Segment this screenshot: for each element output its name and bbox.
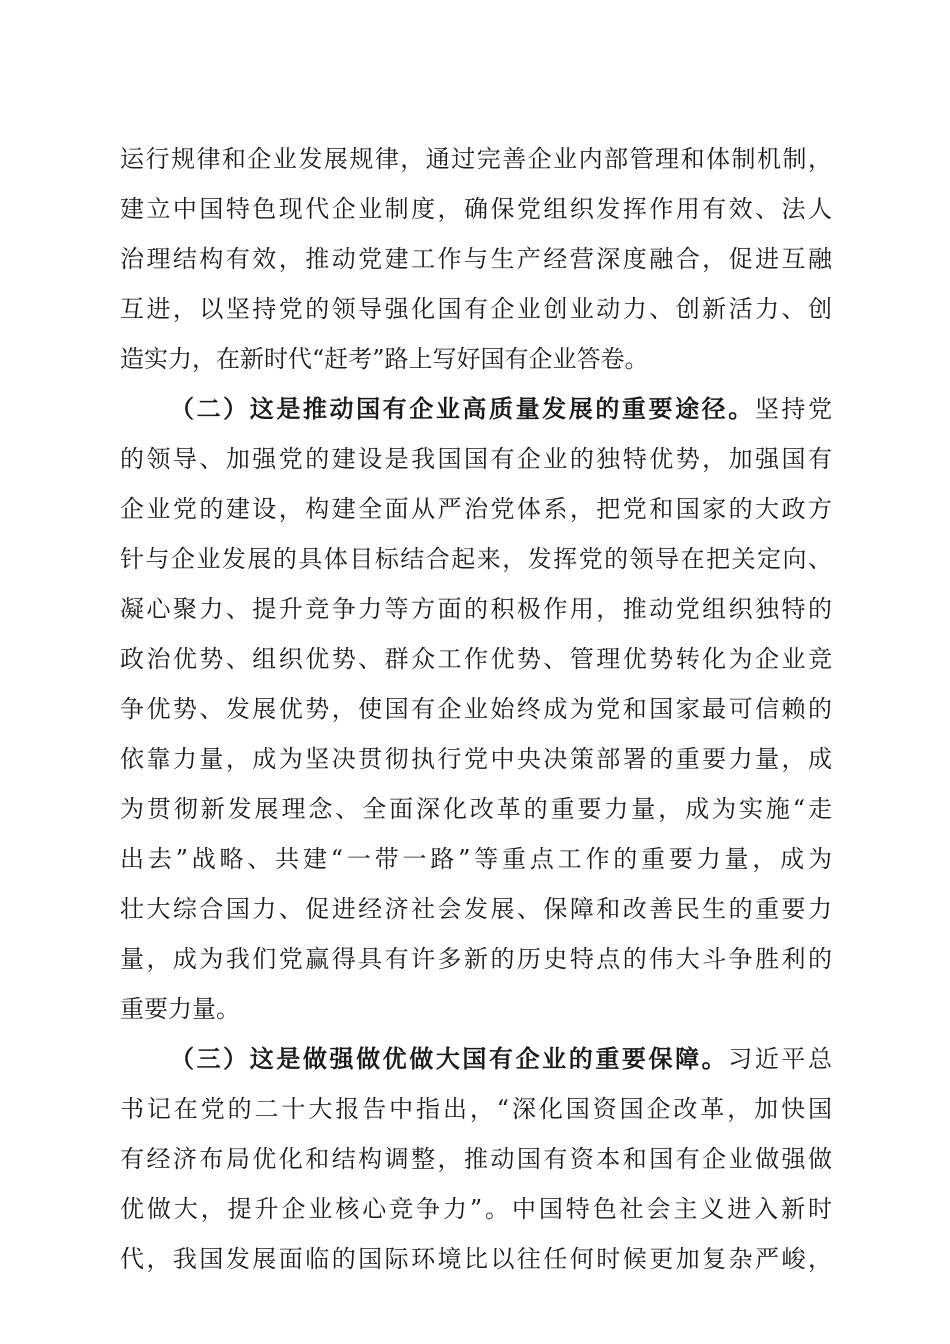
paragraph-2-line-7: 争优势、发展优势，使国有企业始终成为党和国家最可信赖的	[120, 695, 832, 723]
paragraph-3-first-line-text: 习近平总	[728, 1045, 832, 1073]
paragraph-3-line-4: 优做大，提升企业核心竞争力”。中国特色社会主义进入新时	[120, 1195, 832, 1223]
paragraph-2-line-4: 针与企业发展的具体目标结合起来，发挥党的领导在把关定向、	[120, 545, 832, 573]
paragraph-3-first-line	[170, 1037, 832, 1081]
paragraph-2-line-2: 的领导、加强党的建设是我国国有企业的独特优势，加强国有	[120, 445, 832, 473]
paragraph-2-line-11: 壮大综合国力、促进经济社会发展、保障和改善民生的重要力	[120, 895, 832, 923]
section-3-heading: （三）这是做强做优做大国有企业的重要保障。	[170, 1044, 729, 1073]
paragraph-3-line-5: 代，我国发展面临的国际环境比以往任何时候更加复杂严峻，	[120, 1245, 832, 1273]
paragraph-2-line-13: 重要力量。	[120, 995, 240, 1023]
paragraph-1-line-1: 运行规律和企业发展规律，通过完善企业内部管理和体制机制，	[120, 145, 832, 173]
paragraph-2-line-3: 企业党的建设，构建全面从严治党体系，把党和国家的大政方	[120, 495, 832, 523]
paragraph-2-line-12: 量，成为我们党赢得具有许多新的历史特点的伟大斗争胜利的	[120, 945, 832, 973]
paragraph-1-line-5: 造实力，在新时代“赶考”路上写好国有企业答卷。	[120, 345, 649, 373]
paragraph-2-first-line-text: 坚持党	[754, 395, 833, 423]
paragraph-2-first-line	[170, 387, 832, 431]
paragraph-2-line-9: 为贯彻新发展理念、全面深化改革的重要力量，成为实施“走	[120, 795, 832, 823]
paragraph-2-line-6: 政治优势、组织优势、群众工作优势、管理优势转化为企业竞	[120, 645, 832, 673]
section-2-heading: （二）这是推动国有企业高质量发展的重要途径。	[170, 394, 755, 423]
paragraph-1-line-3: 治理结构有效，推动党建工作与生产经营深度融合，促进互融	[120, 245, 832, 273]
paragraph-3-line-2: 书记在党的二十大报告中指出，“深化国资国企改革，加快国	[120, 1095, 832, 1123]
paragraph-2-line-5: 凝心聚力、提升竞争力等方面的积极作用，推动党组织独特的	[120, 595, 832, 623]
paragraph-3-line-3: 有经济布局优化和结构调整，推动国有资本和国有企业做强做	[120, 1145, 832, 1173]
paragraph-1-line-4: 互进，以坚持党的领导强化国有企业创业动力、创新活力、创	[120, 295, 832, 323]
paragraph-1-line-2: 建立中国特色现代企业制度，确保党组织发挥作用有效、法人	[120, 195, 832, 223]
paragraph-2-line-10: 出去”战略、共建“一带一路”等重点工作的重要力量，成为	[120, 845, 832, 873]
paragraph-2-line-8: 依靠力量，成为坚决贯彻执行党中央决策部署的重要力量，成	[120, 745, 832, 773]
